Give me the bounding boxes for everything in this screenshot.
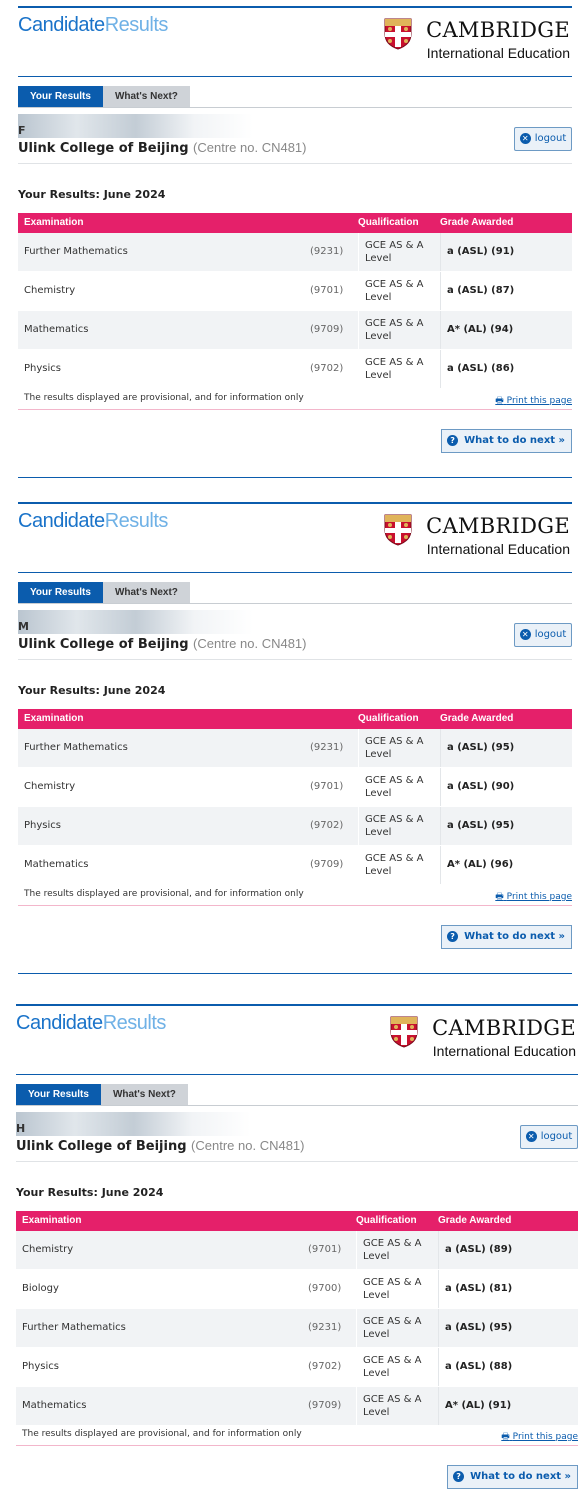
exam-grade: a (ASL) (95): [440, 729, 514, 767]
results-panel: [18, 502, 572, 972]
exam-qualification: GCE AS & A Level: [356, 1348, 436, 1386]
section-divider: [18, 659, 572, 660]
logout-button[interactable]: ✕ logout: [514, 127, 572, 151]
table-row: [16, 1270, 578, 1309]
exam-grade: A* (AL) (96): [440, 846, 513, 884]
results-table: [18, 213, 572, 389]
exam-qualification: GCE AS & A Level: [358, 846, 438, 884]
exam-qualification: GCE AS & A Level: [356, 1309, 436, 1347]
print-link[interactable]: 🖶 Print this page: [495, 892, 572, 902]
cambridge-crest-icon: [390, 1016, 418, 1048]
top-divider: [18, 6, 572, 8]
results-table: [16, 1211, 578, 1426]
candidate-results-brand: CandidateResults: [16, 1012, 166, 1034]
exam-subject: Mathematics: [22, 1400, 87, 1411]
exam-grade: a (ASL) (87): [440, 272, 514, 310]
cambridge-crest-icon: [384, 18, 412, 50]
tab-whats-next[interactable]: What's Next?: [103, 582, 190, 604]
exam-subject: Further Mathematics: [24, 246, 128, 257]
provisional-note: The results displayed are provisional, and for information only: [22, 1429, 302, 1439]
candidate-results-brand: CandidateResults: [18, 510, 168, 532]
table-footer-divider: [18, 905, 572, 906]
tab-whats-next[interactable]: What's Next?: [103, 86, 190, 108]
school-name: Ulink College of Beijing (Centre no. CN481): [18, 636, 307, 652]
tab-divider: [16, 1105, 578, 1106]
exam-qualification: GCE AS & A Level: [358, 729, 438, 767]
exam-subject: Physics: [24, 820, 61, 831]
exam-code: (9702): [310, 820, 344, 831]
panel-separator: [18, 477, 572, 478]
cambridge-title: CAMBRIDGE: [426, 514, 570, 538]
header-divider: [16, 1074, 578, 1075]
exam-subject: Biology: [22, 1283, 59, 1294]
header-examination: Examination: [24, 713, 84, 724]
table-body: [18, 729, 572, 885]
candidate-initial: F: [18, 124, 26, 137]
table-row: [18, 272, 572, 311]
results-heading: Your Results: June 2024: [16, 1186, 164, 1199]
exam-qualification: GCE AS & A Level: [356, 1231, 436, 1269]
table-footer-divider: [18, 409, 572, 410]
table-row: [18, 233, 572, 272]
exam-qualification: GCE AS & A Level: [358, 768, 438, 806]
table-header: [18, 709, 572, 729]
table-body: [16, 1231, 578, 1426]
exam-grade: a (ASL) (91): [440, 233, 514, 271]
table-body: [18, 233, 572, 389]
cambridge-subtitle: International Education: [426, 45, 570, 61]
exam-qualification: GCE AS & A Level: [358, 233, 438, 271]
exam-grade: a (ASL) (88): [438, 1348, 512, 1386]
table-row: [16, 1387, 578, 1426]
exam-qualification: GCE AS & A Level: [358, 807, 438, 845]
results-panel: [16, 1004, 578, 1482]
exam-subject: Physics: [22, 1361, 59, 1372]
logout-button[interactable]: ✕ logout: [520, 1125, 578, 1149]
exam-subject: Chemistry: [24, 285, 76, 296]
exam-grade: a (ASL) (90): [440, 768, 514, 806]
tab-your-results[interactable]: Your Results: [18, 86, 103, 108]
header-grade: Grade Awarded: [438, 1215, 512, 1226]
exam-code: (9709): [310, 324, 344, 335]
table-row: [18, 311, 572, 350]
table-row: [16, 1348, 578, 1387]
tab-your-results[interactable]: Your Results: [18, 582, 103, 604]
what-to-do-next-button[interactable]: ? What to do next »: [441, 429, 572, 453]
table-row: [18, 807, 572, 846]
header-examination: Examination: [22, 1215, 82, 1226]
printer-icon: 🖶: [501, 1432, 510, 1442]
exam-code: (9231): [310, 742, 344, 753]
exam-code: (9701): [308, 1244, 342, 1255]
help-icon: ?: [453, 1471, 464, 1482]
print-link[interactable]: 🖶 Print this page: [501, 1432, 578, 1442]
tab-whats-next[interactable]: What's Next?: [101, 1084, 188, 1106]
what-to-do-next-button[interactable]: ? What to do next »: [447, 1465, 578, 1489]
tab-divider: [18, 603, 572, 604]
provisional-note: The results displayed are provisional, and for information only: [24, 889, 304, 899]
table-row: [16, 1309, 578, 1348]
cambridge-title: CAMBRIDGE: [432, 1016, 576, 1040]
tab-bar: [16, 1084, 188, 1106]
exam-grade: A* (AL) (91): [438, 1387, 511, 1425]
exam-subject: Chemistry: [22, 1244, 74, 1255]
header-qualification: Qualification: [356, 1215, 417, 1226]
section-divider: [16, 1161, 578, 1162]
exam-subject: Physics: [24, 363, 61, 374]
header-grade: Grade Awarded: [440, 713, 514, 724]
tab-your-results[interactable]: Your Results: [16, 1084, 101, 1106]
exam-code: (9231): [308, 1322, 342, 1333]
exam-code: (9709): [308, 1400, 342, 1411]
tab-bar: [18, 582, 190, 604]
header-divider: [18, 76, 572, 77]
table-header: [18, 213, 572, 233]
results-heading: Your Results: June 2024: [18, 188, 166, 201]
tab-bar: [18, 86, 190, 108]
cambridge-subtitle: International Education: [426, 541, 570, 557]
school-name: Ulink College of Beijing (Centre no. CN481): [16, 1138, 305, 1154]
exam-qualification: GCE AS & A Level: [358, 350, 438, 388]
close-icon: ✕: [520, 629, 531, 640]
exam-subject: Further Mathematics: [24, 742, 128, 753]
school-name: Ulink College of Beijing (Centre no. CN481): [18, 140, 307, 156]
what-to-do-next-button[interactable]: ? What to do next »: [441, 925, 572, 949]
exam-grade: a (ASL) (95): [438, 1309, 512, 1347]
exam-grade: A* (AL) (94): [440, 311, 513, 349]
printer-icon: 🖶: [495, 892, 504, 902]
panel-separator: [18, 973, 572, 974]
logout-button[interactable]: ✕ logout: [514, 623, 572, 647]
table-row: [16, 1231, 578, 1270]
provisional-note: The results displayed are provisional, and for information only: [24, 393, 304, 403]
results-table: [18, 709, 572, 885]
close-icon: ✕: [526, 1131, 537, 1142]
results-heading: Your Results: June 2024: [18, 684, 166, 697]
header-qualification: Qualification: [358, 713, 419, 724]
exam-subject: Chemistry: [24, 781, 76, 792]
exam-code: (9700): [308, 1283, 342, 1294]
print-link[interactable]: 🖶 Print this page: [495, 396, 572, 406]
table-header: [16, 1211, 578, 1231]
top-divider: [16, 1004, 578, 1006]
exam-code: (9702): [308, 1361, 342, 1372]
cambridge-crest-icon: [384, 514, 412, 546]
redacted-name: [16, 1112, 251, 1136]
exam-code: (9701): [310, 781, 344, 792]
cambridge-subtitle: International Education: [432, 1043, 576, 1059]
header-examination: Examination: [24, 217, 84, 228]
exam-grade: a (ASL) (95): [440, 807, 514, 845]
exam-grade: a (ASL) (81): [438, 1270, 512, 1308]
help-icon: ?: [447, 435, 458, 446]
exam-qualification: GCE AS & A Level: [358, 272, 438, 310]
exam-code: (9709): [310, 859, 344, 870]
table-row: [18, 846, 572, 885]
header-divider: [18, 572, 572, 573]
printer-icon: 🖶: [495, 396, 504, 406]
exam-grade: a (ASL) (86): [440, 350, 514, 388]
cambridge-title: CAMBRIDGE: [426, 18, 570, 42]
exam-grade: a (ASL) (89): [438, 1231, 512, 1269]
exam-code: (9702): [310, 363, 344, 374]
tab-divider: [18, 107, 572, 108]
candidate-initial: M: [18, 620, 29, 633]
section-divider: [18, 163, 572, 164]
table-row: [18, 350, 572, 389]
close-icon: ✕: [520, 133, 531, 144]
exam-qualification: GCE AS & A Level: [356, 1270, 436, 1308]
exam-subject: Mathematics: [24, 324, 89, 335]
table-row: [18, 768, 572, 807]
table-row: [18, 729, 572, 768]
header-grade: Grade Awarded: [440, 217, 514, 228]
exam-qualification: GCE AS & A Level: [358, 311, 438, 349]
exam-code: (9231): [310, 246, 344, 257]
top-divider: [18, 502, 572, 504]
table-footer-divider: [16, 1445, 578, 1446]
header-qualification: Qualification: [358, 217, 419, 228]
exam-subject: Mathematics: [24, 859, 89, 870]
help-icon: ?: [447, 931, 458, 942]
candidate-results-brand: CandidateResults: [18, 14, 168, 36]
redacted-name: [18, 610, 253, 634]
candidate-initial: H: [16, 1122, 26, 1135]
results-panel: [18, 6, 572, 476]
redacted-name: [18, 114, 253, 138]
exam-qualification: GCE AS & A Level: [356, 1387, 436, 1425]
exam-code: (9701): [310, 285, 344, 296]
exam-subject: Further Mathematics: [22, 1322, 126, 1333]
